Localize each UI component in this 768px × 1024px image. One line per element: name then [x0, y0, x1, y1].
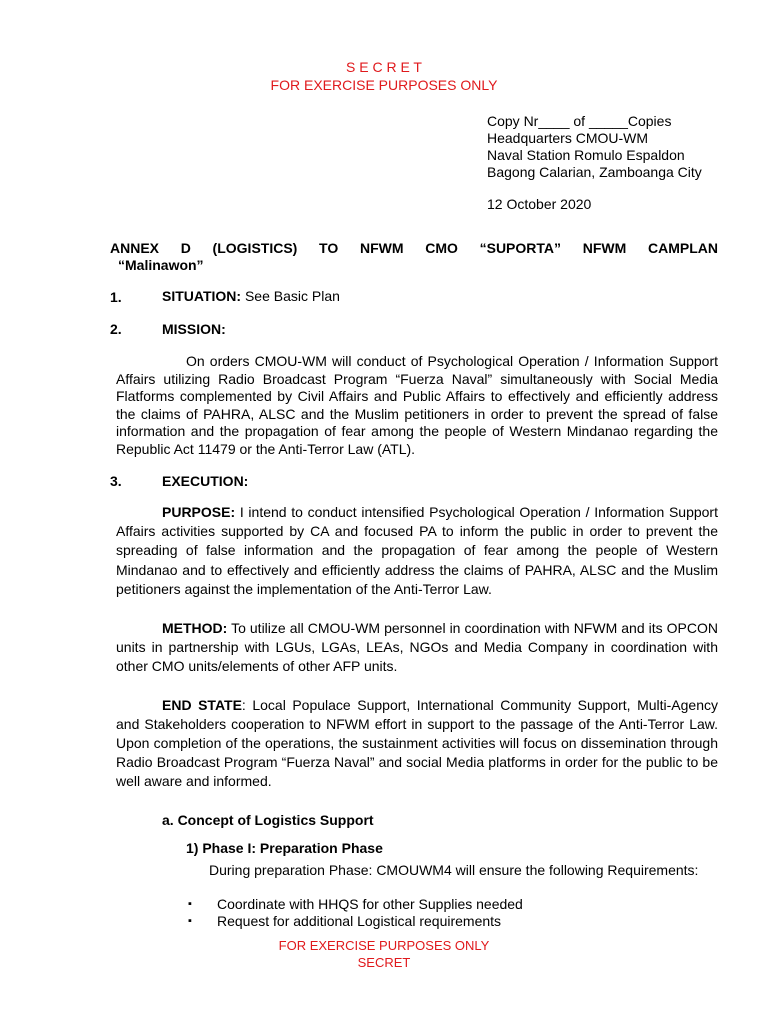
phase1-text: During preparation Phase: CMOUWM4 will ensure the following Requirements: [209, 862, 699, 878]
annex-title-line2: “Malinawon” [118, 257, 204, 273]
classification-header: S E C R E T [346, 59, 422, 75]
bullet-marker-1: ▪ [188, 898, 192, 910]
exercise-note-header: FOR EXERCISE PURPOSES ONLY [270, 77, 498, 93]
purpose-paragraph [116, 503, 718, 599]
method-label: METHOD: [162, 620, 228, 636]
classification-footer: SECRET [357, 955, 411, 970]
method-text: To utilize all CMOU-WM personnel in coordination with NFWM and its OPCON units in partnership with LGUs, LGAs, LEAs, NGOs and Media Company in coordination with other CMO units/elements of other AFP units. [116, 620, 718, 674]
end-state-text: : Local Populace Support, International Community Support, Multi-Agency and Stakeholders cooperation to NFWM effort in support to the passage of the Anti-Terror Law. Upon completion of the operations, the sustainment activities will focus on dissemination through Radio Broadcast Program “Fuerza Naval” and social Media platforms in order for the public to be well aware and informed. [116, 697, 718, 789]
phase1-heading: 1) Phase I: Preparation Phase [186, 840, 383, 856]
end-state-paragraph [116, 696, 718, 791]
mission-text: On orders CMOU-WM will conduct of Psychological Operation / Information Support Affairs utilizing Radio Broadcast Program “Fuerza Naval” simultaneously with Social Media Flatforms complemented by Civil Affairs and Public Affairs to effectively and efficiently address the claims of PAHRA, ALSC and the Muslim petitioners in order to prevent the spread of false information and the propagation of fear among the people of Western Mindanao regarding the Republic Act 11479 or the Anti-Terror Law (ATL). [116, 353, 718, 457]
end-state-label: END STATE [162, 697, 242, 713]
situation-number: 1. [110, 289, 122, 305]
exercise-note-footer: FOR EXERCISE PURPOSES ONLY [278, 938, 490, 953]
station-line: Naval Station Romulo Espaldon [487, 147, 685, 163]
bullet-item-2: Request for additional Logistical requirements [217, 913, 502, 929]
situation-paragraph [162, 288, 340, 306]
situation-text: See Basic Plan [241, 288, 340, 304]
concept-heading: a. Concept of Logistics Support [162, 812, 374, 828]
bullet-marker-2: ▪ [188, 915, 192, 927]
headquarters-line: Headquarters CMOU-WM [487, 130, 649, 146]
bullet-item-1: Coordinate with HHQS for other Supplies needed [217, 896, 523, 912]
purpose-text: I intend to conduct intensified Psychological Operation / Information Support Affairs activities supported by CA and focused PA to inform the public in order to prevent the spreading of false information and the propagation of fear among the people of Western Mindanao and to effectively and efficiently address the claims of PAHRA, ALSC and the Muslim petitioners against the implementation of the Anti-Terror Law. [116, 504, 718, 597]
location-line: Bagong Calarian, Zamboanga City [487, 164, 702, 180]
annex-title-line1: ANNEX D (LOGISTICS) TO NFWM CMO “SUPORTA” NFWM CAMPLAN [110, 240, 718, 256]
situation-label: SITUATION: [162, 288, 242, 304]
purpose-label: PURPOSE: [162, 504, 236, 520]
mission-label: MISSION: [162, 321, 226, 337]
execution-number: 3. [110, 473, 122, 489]
mission-number: 2. [110, 321, 122, 337]
document-date: 12 October 2020 [487, 196, 592, 212]
copy-number-line: Copy Nr____ of _____Copies [487, 113, 672, 129]
execution-label: EXECUTION: [162, 473, 249, 489]
method-paragraph [116, 619, 718, 676]
